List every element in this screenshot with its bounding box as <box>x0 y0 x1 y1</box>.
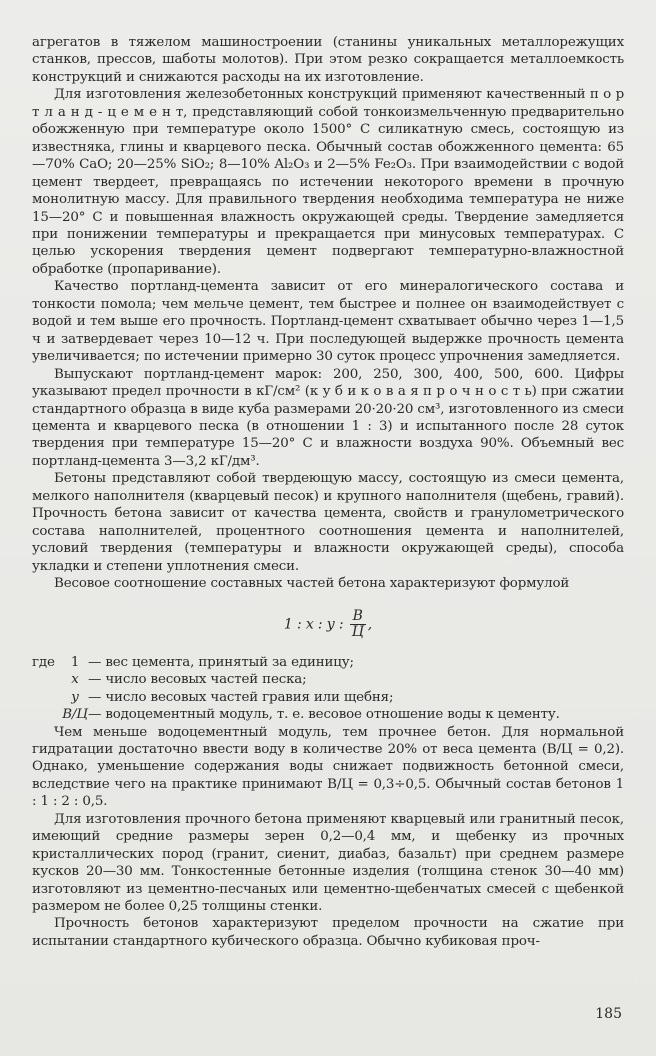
definition-lead: где <box>32 654 55 670</box>
page-number: 185 <box>595 1006 622 1022</box>
definition-symbol: 1 <box>70 654 80 670</box>
definition-text: — вес цемента, принятый за единицу; <box>88 654 354 670</box>
paragraph-water-cement: Чем меньше водоцементный модуль, тем прочнее бетон. Для нормальной гидратации достаточно ввести воду в количестве 20% от веса цемента (В/Ц = 0,2). Однако, уменьшение содержания воды снижает подвижность бетонной смеси, вследствие чего на практике принимают В/Ц = 0,3÷0,5. Обычный состав бетонов 1 : 1 : 2 : 0,5. <box>32 724 624 810</box>
definition-row <box>32 706 624 724</box>
formula-fraction <box>350 609 366 640</box>
paragraph-cement-quality: Качество портланд-цемента зависит от его минералогического состава и тонкости помола; чем мельче цемент, тем быстрее и полнее он взаимодействует с водой и тем выше его прочность. Портланд-цемент схватывает обычно через 1—1,5 ч и затвердевает через 10—12 ч. При последующей выдержке прочность цемента увеличивается; по истечении примерно 30 суток процесс упрочнения замедляется. <box>32 279 624 365</box>
paragraph-portland-cement: Для изготовления железобетонных конструкций применяют качественный п о р т л а н д - ц е м е н т, представляющий собой тонкоизмельченную предварительно обожженную при температуре около 1500° С силикатную смесь, состоящую из известняка, глины и кварцевого песка. Обычный состав обожженного цемента: 65—70% CaO; 20—25% SiO₂; 8—10% Al₂O₃ и 2—5% Fe₂O₃. При взаимодействии с водой цемент твердеет, превращаясь по истечении некоторого времени в прочную монолитную массу. Для правильного твердения необходима температура не ниже 15—20° С и повышенная влажность окружающей среды. Твердение замедляется при понижении температуры и прекращается при минусовых температурах. С целью ускорения твердения цемент подвергают температурно-влажностной обработке (пропаривание). <box>32 87 624 277</box>
definition-text: — число весовых частей песка; <box>88 672 307 688</box>
mix-ratio-formula <box>32 609 624 640</box>
definition-symbol: y <box>71 689 79 705</box>
formula-suffix: , <box>367 616 373 632</box>
definition-row <box>32 689 624 707</box>
formula-definitions <box>32 654 624 724</box>
paragraph-cement-grades: Выпускают портланд-цемент марок: 200, 250, 300, 400, 500, 600. Цифры указывают предел прочности в кГ/см² (к у б и к о в а я п р о ч н о с т ь) при сжатии стандартного образца в виде куба размерами 20·20·20 см³, изготовленного из смеси цемента и кварцевого песка (в отношении 1 : 3) и испытанного после 28 суток твердения при температуре 15—20° С и влажности воздуха 90%. Объемный вес портланд-цемента 3—3,2 кГ/дм³. <box>32 366 624 469</box>
formula-prefix: 1 : x : y : <box>283 616 344 632</box>
paragraph-formula-intro: Весовое соотношение составных частей бетона характеризуют формулой <box>54 576 570 592</box>
paragraph-strength: Прочность бетонов характеризуют пределом прочности на сжатие при испытании стандартного кубического образца. Обычно кубиковая проч- <box>32 916 624 949</box>
definition-symbol: В/Ц <box>62 707 88 723</box>
page-text <box>32 34 624 950</box>
formula-numerator: В <box>350 609 366 625</box>
formula-denominator: Ц <box>351 623 364 640</box>
definition-symbol: x <box>71 672 79 688</box>
paragraph-concrete: Бетоны представляют собой твердеющую массу, состоящую из смеси цемента, мелкого наполнителя (кварцевый песок) и крупного наполнителя (щебень, гравий). Прочность бетона зависит от качества цемента, свойств и гранулометрического состава наполнителей, процентного соотношения цемента и наполнителей, условий твердения (температуры и влажности окружающей среды), способа укладки и степени уплотнения смеси. <box>32 471 624 574</box>
definition-text: — число весовых частей гравия или щебня; <box>88 689 394 705</box>
definition-text: — водоцементный модуль, т. е. весовое отношение воды к цементу. <box>88 707 560 723</box>
paragraph-aggregates: Для изготовления прочного бетона применяют кварцевый или гранитный песок, имеющий средние размеры зерен 0,2—0,4 мм, и щебенку из прочных кристаллических пород (гранит, сиенит, диабаз, базальт) при среднем размере кусков 20—30 мм. Тонкостенные бетонные изделия (толщина стенок 30—40 мм) изготовляют из цементно-песчаных или цементно-щебенчатых смесей с щебенкой размером не более 0,25 толщины стенки. <box>32 811 624 915</box>
definition-row <box>32 654 624 672</box>
paragraph-continuation: агрегатов в тяжелом машиностроении (станины уникальных металлорежущих станков, прессов, шаботы молотов). При этом резко сокращается металлоемкость конструкций и снижаются расходы на их изготовление. <box>32 35 624 85</box>
definition-row <box>32 671 624 689</box>
